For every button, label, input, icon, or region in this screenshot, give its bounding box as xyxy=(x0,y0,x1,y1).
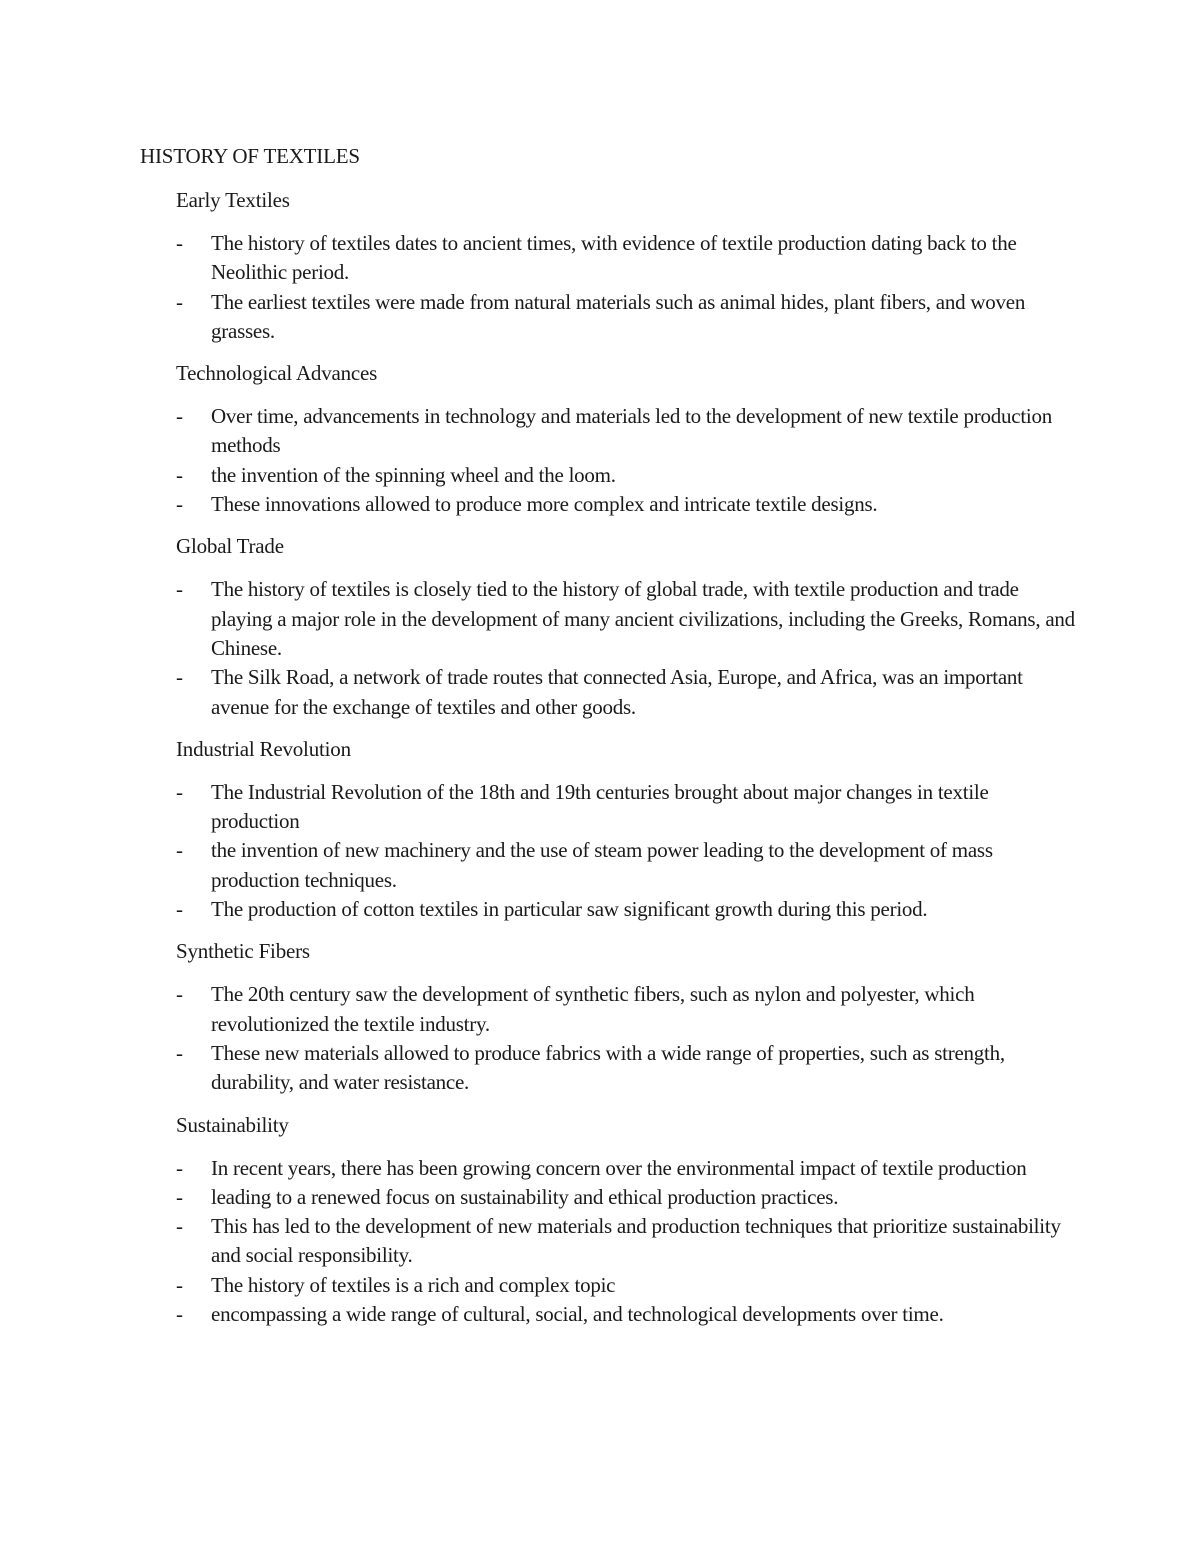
bullet-marker: - xyxy=(176,1272,183,1297)
bullet-text: the invention of new machinery and the use of steam power leading to the development of mass production techniques. xyxy=(211,838,993,892)
bullet-text: The Silk Road, a network of trade routes that connected Asia, Europe, and Africa, was an important avenue for the exchange of textiles and other goods. xyxy=(211,665,1023,719)
bullet-text: This has led to the development of new materials and production techniques that prioritize sustainability and social responsibility. xyxy=(211,1214,1061,1268)
bullet-text: The 20th century saw the development of synthetic fibers, such as nylon and polyester, which revolutionized the textile industry. xyxy=(211,982,975,1036)
bullet-text: the invention of the spinning wheel and the loom. xyxy=(211,462,616,487)
bullet-list xyxy=(176,402,1080,519)
bullet-list xyxy=(176,575,1080,721)
bullet-text: The Industrial Revolution of the 18th and 19th centuries brought about major changes in textile production xyxy=(211,779,989,834)
bullet-marker: - xyxy=(176,1155,183,1180)
bullet-marker: - xyxy=(176,779,183,804)
bullet-text: The history of textiles dates to ancient times, with evidence of textile production dating back to the Neolithic period. xyxy=(211,231,1017,285)
bullet-text: leading to a renewed focus on sustainability and ethical production practices. xyxy=(211,1184,839,1209)
bullet-marker: - xyxy=(176,982,183,1007)
bullet-marker: - xyxy=(176,1214,183,1239)
bullet-text: These innovations allowed to produce more complex and intricate textile designs. xyxy=(211,492,878,517)
list-item xyxy=(176,288,1080,347)
document-title: HISTORY OF TEXTILES xyxy=(140,144,360,168)
bullet-text: These new materials allowed to produce fabrics with a wide range of properties, such as strength, durability, and water resistance. xyxy=(211,1040,1005,1095)
list-item xyxy=(176,402,1080,461)
list-item xyxy=(176,1183,1080,1212)
list-item xyxy=(176,1039,1080,1098)
bullet-marker: - xyxy=(176,1302,183,1327)
section-heading: Industrial Revolution xyxy=(176,736,351,761)
bullet-text: The production of cotton textiles in particular saw significant growth during this period. xyxy=(211,897,928,922)
section xyxy=(176,531,1080,721)
list-item xyxy=(176,980,1080,1039)
bullet-text: In recent years, there has been growing concern over the environmental impact of textile production xyxy=(211,1155,1027,1180)
bullet-text: The earliest textiles were made from natural materials such as animal hides, plant fibers, and woven grasses. xyxy=(211,289,1026,343)
bullet-list xyxy=(176,980,1080,1097)
list-item xyxy=(176,778,1080,837)
bullet-marker: - xyxy=(176,492,183,517)
section-heading: Early Textiles xyxy=(176,188,290,212)
section-heading: Technological Advances xyxy=(176,361,378,386)
bullet-marker: - xyxy=(176,577,183,602)
section xyxy=(176,1110,1080,1330)
list-item xyxy=(176,229,1080,288)
bullet-marker: - xyxy=(176,1184,183,1209)
section xyxy=(176,734,1080,924)
section-heading: Sustainability xyxy=(176,1112,289,1137)
bullet-marker: - xyxy=(176,838,183,863)
section xyxy=(176,358,1080,519)
bullet-text: The history of textiles is closely tied to the history of global trade, with textile production and trade playing a major role in the development of many ancient civilizations, including the Greeks, Romans, and Chinese. xyxy=(211,577,1075,660)
bullet-marker: - xyxy=(176,665,183,690)
bullet-list xyxy=(176,778,1080,924)
bullet-text: encompassing a wide range of cultural, social, and technological developments over time. xyxy=(211,1302,944,1327)
bullet-text: Over time, advancements in technology and materials led to the development of new textile production methods xyxy=(211,404,1052,458)
list-item xyxy=(176,461,1080,490)
bullet-marker: - xyxy=(176,1040,183,1065)
list-item xyxy=(176,490,1080,519)
section-heading: Synthetic Fibers xyxy=(176,939,310,964)
sections-container xyxy=(140,185,1080,1329)
list-item xyxy=(176,1300,1080,1329)
list-item xyxy=(176,575,1080,663)
section-heading: Global Trade xyxy=(176,534,284,559)
list-item xyxy=(176,1154,1080,1183)
list-item xyxy=(176,663,1080,722)
bullet-text: The history of textiles is a rich and complex topic xyxy=(211,1272,616,1297)
bullet-marker: - xyxy=(176,231,183,255)
bullet-marker: - xyxy=(176,897,183,922)
list-item xyxy=(176,836,1080,895)
bullet-marker: - xyxy=(176,404,183,429)
bullet-list xyxy=(176,1154,1080,1330)
section xyxy=(176,936,1080,1097)
bullet-marker: - xyxy=(176,462,183,487)
list-item xyxy=(176,1271,1080,1300)
section xyxy=(176,185,1080,346)
list-item xyxy=(176,895,1080,924)
list-item xyxy=(176,1212,1080,1271)
bullet-list xyxy=(176,229,1080,346)
bullet-marker: - xyxy=(176,289,183,314)
